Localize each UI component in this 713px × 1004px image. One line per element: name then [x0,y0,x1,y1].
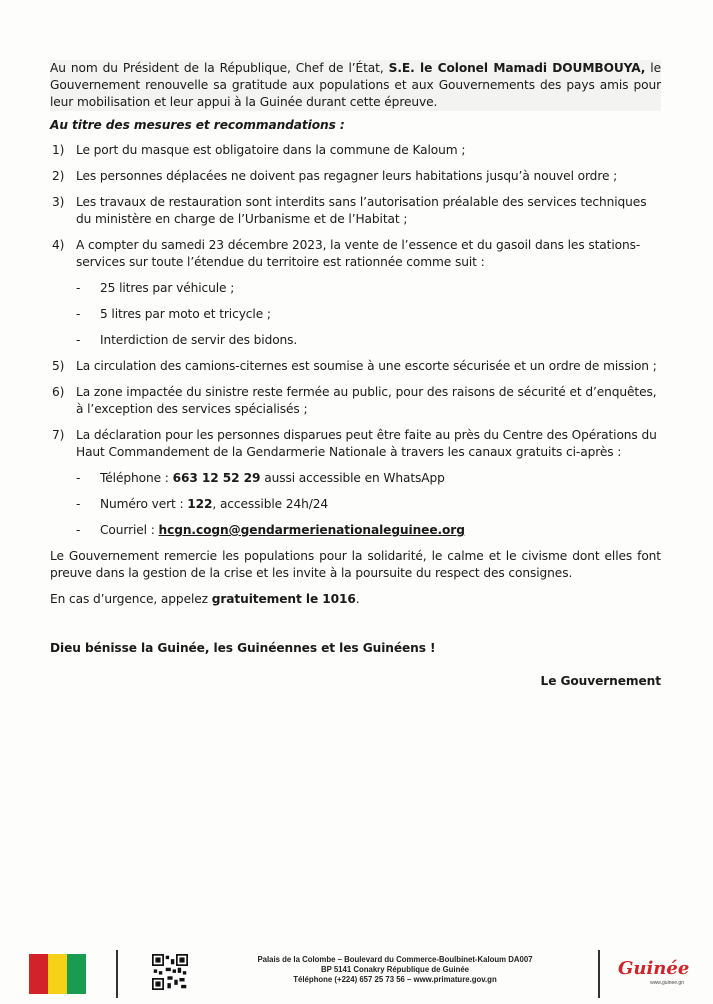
item-number: 3) [52,195,65,209]
qr-code-icon [152,954,188,990]
green-number-note: , accessible 24h/24 [212,497,329,511]
measure-item [50,427,661,461]
closing-paragraph: Le Gouvernement remercie les populations pour la solidarité, le calme et le civisme dont elles font preuve dans la gestion de la crise et les invite à la poursuite du respect des consignes. [50,549,661,580]
logo-site: www.guinee.gn [650,980,684,986]
item-text: La déclaration pour les personnes disparues peut être faite au près du Centre des Opérations du Haut Commandement de la Gendarmerie Nationale à travers les canaux gratuits ci-après : [76,428,657,459]
dash-marker: - [76,471,81,485]
address-line: BP 5141 Conakry République de Guinée [320,965,470,974]
dash-marker: - [76,333,81,347]
logo-wordmark: Guinée [618,958,690,979]
measure-item [50,358,661,375]
phone-contact [100,470,661,487]
emergency-suffix: . [355,592,360,606]
measure-item [50,142,661,159]
emergency-number: gratuitement le 1016 [211,592,356,606]
item-number: 7) [52,428,65,442]
list-item [76,522,661,539]
green-number-contact [100,496,661,513]
item-text: La circulation des camions-citernes est soumise à une escorte sécurisée et un ordre de mission ; [76,359,657,373]
item-text: Les personnes déplacées ne doivent pas regagner leurs habitations jusqu’à nouvel ordre ; [76,169,618,183]
item-number: 4) [52,238,65,252]
contact-list [76,470,661,539]
item-text: Les travaux de restauration sont interdits sans l’autorisation préalable des services techniques du ministère en charge de l’Urbanisme et de l’Habitat ; [76,195,647,226]
footer-divider [116,950,118,998]
email-label: Courriel : [100,523,159,537]
item-text: Le port du masque est obligatoire dans la commune de Kaloum ; [76,143,466,157]
list-item [76,470,661,487]
list-item [76,496,661,513]
address-line: Palais de la Colombe – Boulevard du Commerce-Boulbinet-Kaloum DA007 [257,955,533,964]
email-link[interactable]: hcgn.cogn@gendarmerienationaleguinee.org [158,523,465,537]
list-item-text: 5 litres par moto et tricycle ; [100,307,271,321]
item-number: 6) [52,385,65,399]
dash-marker: - [76,307,81,321]
list-item-text: Interdiction de servir des bidons. [100,333,298,347]
dash-marker: - [76,281,81,295]
dash-marker: - [76,497,81,511]
guinee-logo [618,958,688,996]
guinea-flag-icon [29,954,86,994]
address-line: Téléphone (+224) 657 25 73 56 – www.primature.gov.gn [293,975,497,984]
list-item [76,280,661,297]
item-text: A compter du samedi 23 décembre 2023, la vente de l’essence et du gasoil dans les stations-services sur toute l’étendue du territoire est rationnée comme suit : [76,238,641,269]
footer-address [210,955,580,985]
intro-paragraph [50,60,661,111]
page-footer [0,940,713,1004]
footer-divider [598,950,600,998]
fuel-rationing-list [76,280,661,349]
green-number-label: Numéro vert : [100,497,188,511]
list-item [76,332,661,349]
item-number: 2) [52,169,65,183]
dash-marker: - [76,523,81,537]
emergency-paragraph [50,591,661,608]
section-title: Au titre des mesures et recommandations : [50,118,345,132]
measure-item [50,384,661,418]
phone-label: Téléphone : [100,471,173,485]
intro-text-continued: le Gouvernement renouvelle sa gratitude aux populations et aux Gouvernements des pays amis pour leur mobilisation et leur appui à la Guinée durant cette épreuve. [50,61,661,109]
green-number[interactable]: 122 [187,497,213,511]
intro-text: Au nom du Président de la République, Chef de l’État, [50,61,389,75]
phone-number[interactable]: 663 12 52 29 [172,471,261,485]
item-number: 5) [52,359,65,373]
president-name: S.E. le Colonel Mamadi DOUMBOUYA, [388,61,646,75]
measure-item [50,168,661,185]
list-item-text: 25 litres par véhicule ; [100,281,235,295]
item-text: La zone impactée du sinistre reste fermée au public, pour des raisons de sécurité et d’enquêtes, à l’exception des services spécialisés ; [76,385,657,416]
list-item [76,306,661,323]
document-body [50,60,661,702]
email-contact [100,522,661,539]
blessing: Dieu bénisse la Guinée, les Guinéennes et les Guinéens ! [50,641,436,655]
signature: Le Gouvernement [540,674,661,688]
emergency-text: En cas d’urgence, appelez [50,592,212,606]
measure-item [50,237,661,271]
item-number: 1) [52,143,65,157]
measure-item [50,194,661,228]
phone-note: aussi accessible en WhatsApp [260,471,445,485]
